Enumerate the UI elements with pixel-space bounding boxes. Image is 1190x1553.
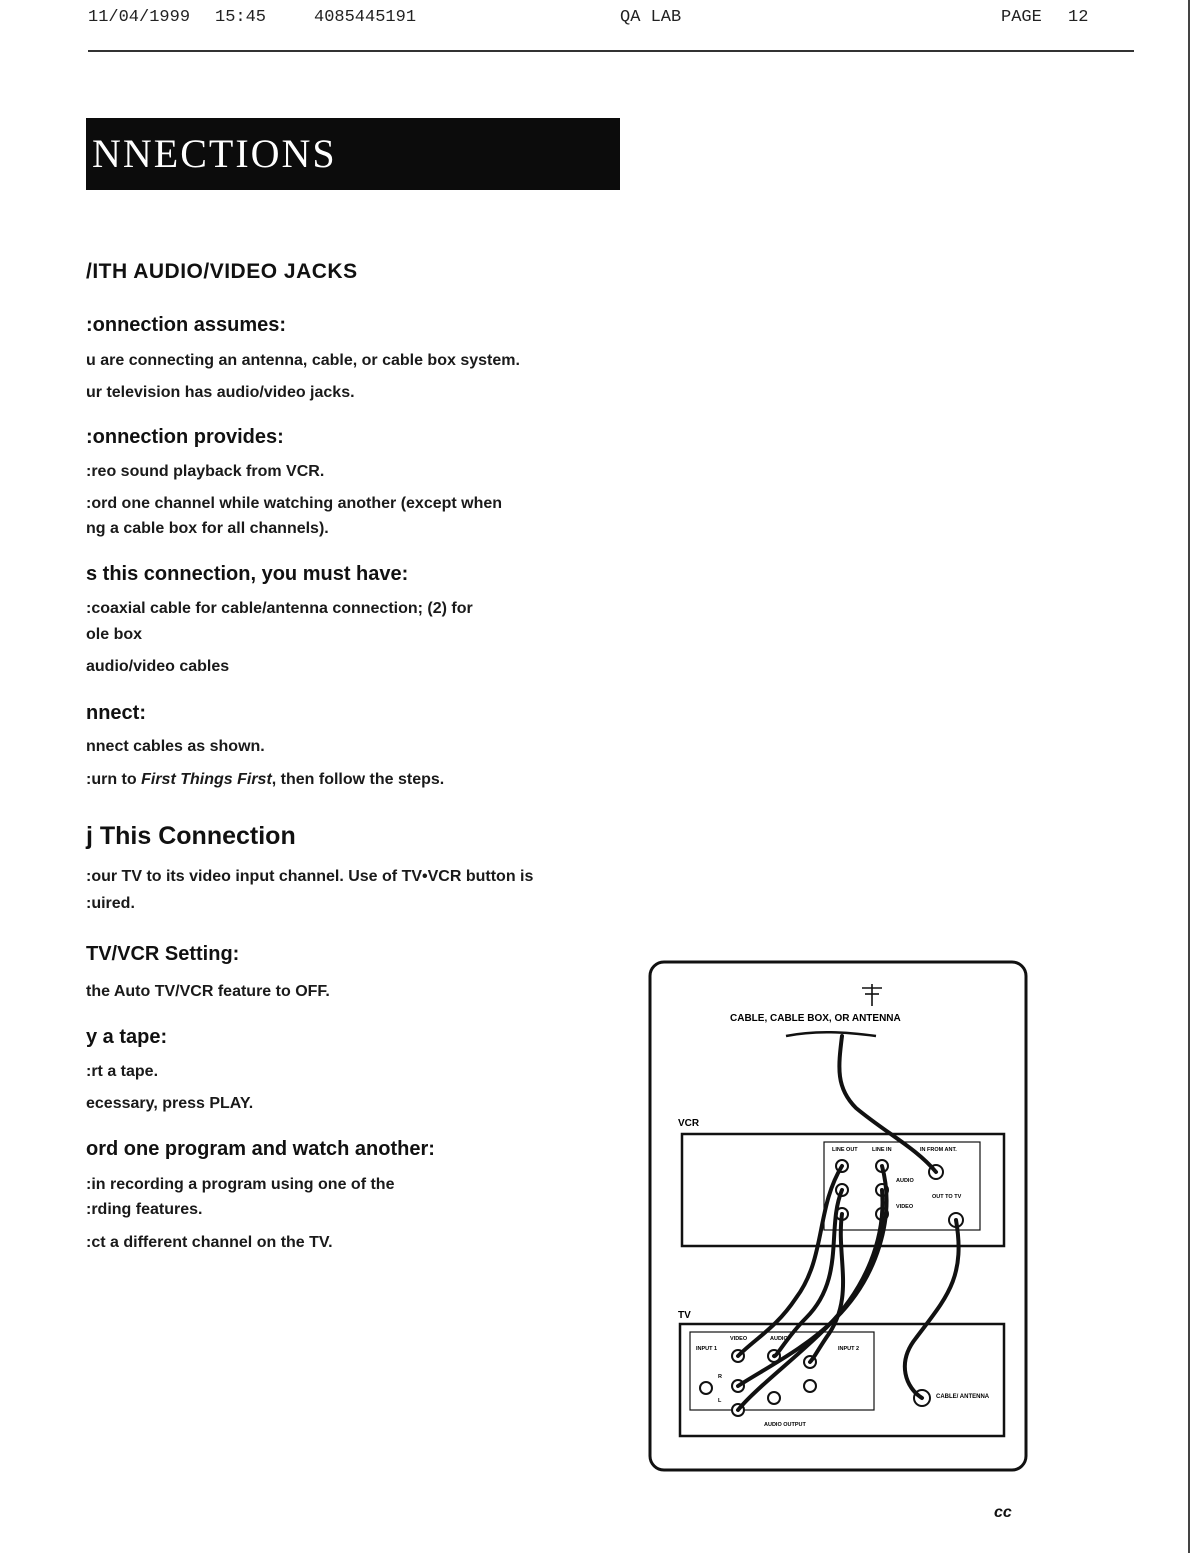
- text-line-first-things: [86, 771, 444, 789]
- text-line: :reo sound playback from VCR.: [86, 463, 325, 480]
- tv-jack-label: AUDIO: [770, 1336, 788, 1342]
- text-line: ng a cable box for all channels).: [86, 520, 329, 537]
- vcr-jack-label: OUT TO TV: [932, 1194, 962, 1200]
- header-rule: [88, 50, 1134, 52]
- tv-jack-label: CABLE/ ANTENNA: [936, 1394, 990, 1400]
- text-line: :rt a tape.: [86, 1063, 159, 1080]
- heading-must-have: s this connection, you must have:: [86, 563, 409, 585]
- heading-record-watch: ord one program and watch another:: [86, 1138, 435, 1160]
- text-line: ecessary, press PLAY.: [86, 1095, 254, 1112]
- tv-jack-label: VIDEO: [730, 1336, 748, 1342]
- fax-header: [0, 4, 1190, 34]
- fax-lab: QA LAB: [620, 8, 682, 27]
- tv-jacks: [700, 1350, 930, 1416]
- fax-phone: 4085445191: [314, 8, 417, 27]
- banner-title: NNECTIONS: [86, 118, 620, 190]
- text-line: :ct a different channel on the TV.: [86, 1234, 333, 1251]
- text-line: :rding features.: [86, 1201, 203, 1218]
- text-line: the Auto TV/VCR feature to OFF.: [86, 983, 330, 1000]
- text-line: :coaxial cable for cable/antenna connection; (2) for: [86, 600, 473, 617]
- tv-box: [680, 1324, 1004, 1436]
- antenna-icon: [862, 984, 882, 1006]
- fax-time: 15:45: [215, 8, 267, 27]
- text-italic: First Things First: [141, 771, 272, 788]
- diagram-source-label: CABLE, CABLE BOX, OR ANTENNA: [730, 1013, 901, 1024]
- text-line: :uired.: [86, 895, 135, 912]
- section-title: /ITH AUDIO/VIDEO JACKS: [86, 260, 358, 283]
- tv-jack-label: L: [718, 1398, 722, 1404]
- vcr-jack-label: AUDIO: [896, 1178, 914, 1184]
- tv-jack-label: R: [718, 1374, 722, 1380]
- heading-assumes: :onnection assumes:: [86, 314, 287, 336]
- heading-tvvcr-setting: TV/VCR Setting:: [86, 943, 240, 965]
- heading-provides: :onnection provides:: [86, 426, 284, 448]
- diagram-vcr-label: VCR: [678, 1118, 700, 1129]
- fax-page-number: 12: [1068, 8, 1089, 27]
- vcr-jack-label: IN FROM ANT.: [920, 1147, 957, 1153]
- tv-jack-label: INPUT 2: [838, 1346, 860, 1352]
- text-line: audio/video cables: [86, 658, 230, 675]
- vcr-jack-label: LINE OUT: [832, 1147, 858, 1153]
- diagram-tv-label: TV: [678, 1310, 691, 1321]
- text-fragment: :urn to: [86, 771, 142, 788]
- source-underline: [786, 1032, 876, 1036]
- text-line: :ord one channel while watching another (except when: [86, 495, 503, 512]
- text-line: u are connecting an antenna, cable, or cable box system.: [86, 352, 520, 369]
- tv-jack-label: AUDIO OUTPUT: [764, 1422, 806, 1428]
- heading-connect: nnect:: [86, 702, 146, 724]
- heading-using-connection: j This Connection: [86, 822, 296, 850]
- text-line: ur television has audio/video jacks.: [86, 384, 355, 401]
- heading-play-tape: y a tape:: [86, 1026, 168, 1048]
- vcr-jack-label: VIDEO: [896, 1204, 914, 1210]
- connection-diagram: [646, 958, 1032, 1478]
- fax-page-label: PAGE: [1001, 8, 1042, 27]
- fax-date: 11/04/1999: [88, 8, 191, 27]
- text-fragment: , then follow the steps.: [271, 771, 445, 788]
- vcr-jack-label: LINE IN: [872, 1147, 892, 1153]
- text-line: :our TV to its video input channel. Use of TV•VCR button is: [86, 868, 534, 885]
- tv-jack-label: INPUT 1: [696, 1346, 718, 1352]
- page-mark: cc: [994, 1504, 1012, 1521]
- text-line: ole box: [86, 626, 143, 643]
- text-line: nnect cables as shown.: [86, 738, 265, 755]
- text-line: :in recording a program using one of the: [86, 1176, 395, 1193]
